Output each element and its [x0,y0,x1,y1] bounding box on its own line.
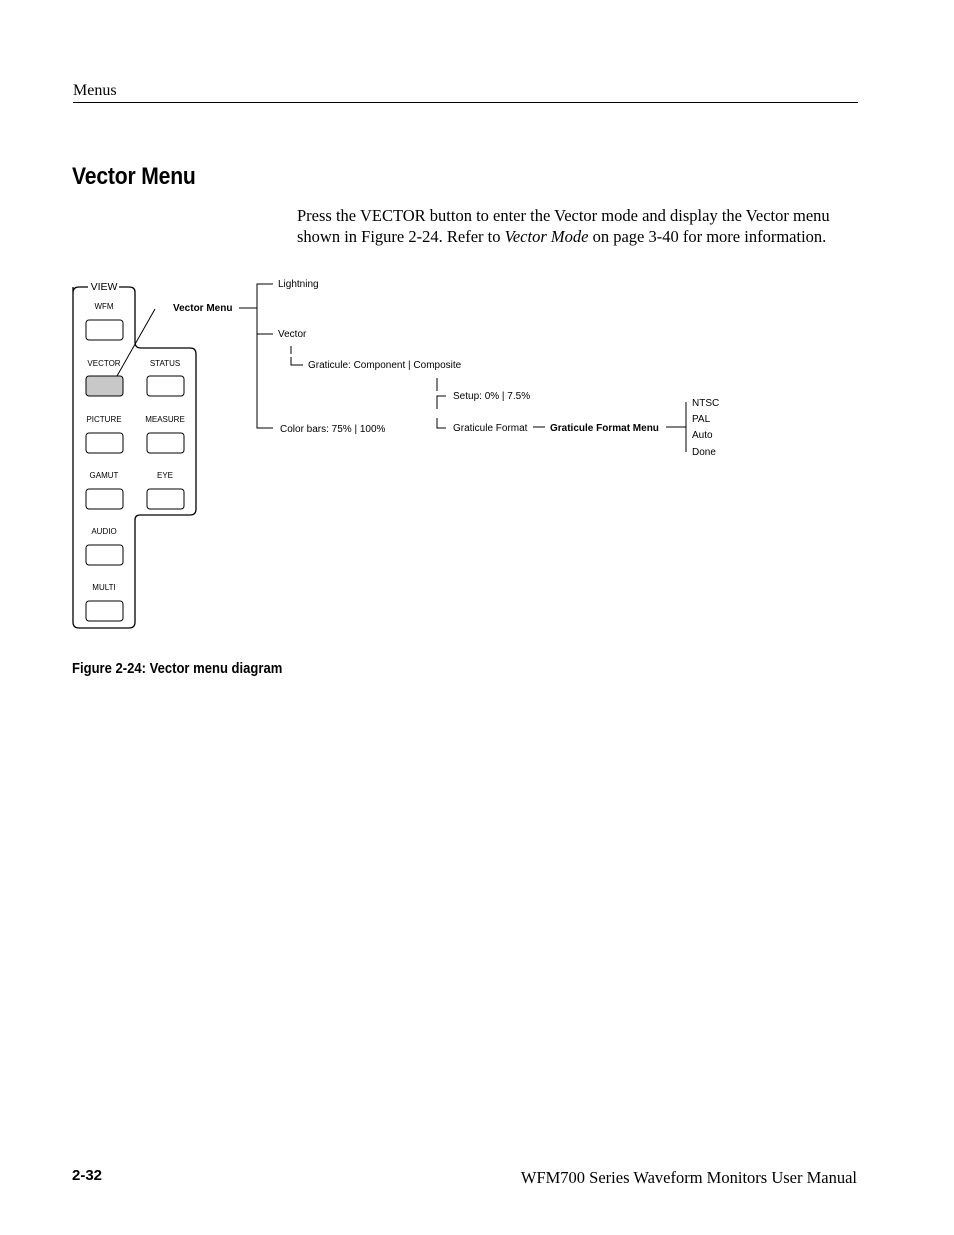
section-heading: Vector Menu [72,163,196,190]
graticule-format-branch [437,418,446,428]
button-label-vector: VECTOR [87,359,121,368]
vector-menu-title: Vector Menu [173,303,233,314]
multi-button[interactable] [86,601,123,621]
button-label-gamut: GAMUT [89,471,119,480]
intro-link-text: Vector Mode [504,227,589,246]
panel-title: VIEW [90,281,118,293]
menu-tree-bracket [257,284,273,428]
status-button[interactable] [147,376,184,396]
vector-button[interactable] [86,376,123,396]
eye-button[interactable] [147,489,184,509]
menu-item-graticule: Graticule: Component | Composite [308,360,462,371]
intro-text-2: on page 3-40 for more information. [588,227,827,246]
menu-item-lightning: Lightning [278,279,319,290]
running-header: Menus [73,82,117,99]
subtree-elbow [291,357,303,365]
button-label-status: STATUS [149,359,181,368]
button-label-eye: EYE [156,471,174,480]
button-label-multi: MULTI [92,583,116,592]
intro-text-1: Press the VECTOR button to enter the Vector mode and display the Vector menu shown in Figure 2-24. Refer to [297,206,830,246]
audio-button[interactable] [86,545,123,565]
button-label-picture: PICTURE [86,415,122,424]
gamut-button[interactable] [86,489,123,509]
graticule-format-menu-title: Graticule Format Menu [550,423,659,434]
format-option-auto: Auto [692,430,713,441]
menu-item-vector: Vector [278,329,307,340]
manual-title: WFM700 Series Waveform Monitors User Manual [520,1168,857,1187]
picture-button[interactable] [86,433,123,453]
page-number: 2-32 [72,1167,103,1184]
menu-item-graticule-format: Graticule Format [453,423,528,434]
menu-item-color-bars: Color bars: 75% | 100% [280,424,386,435]
wfm-button[interactable] [86,320,123,340]
measure-button[interactable] [147,433,184,453]
format-option-pal: PAL [692,414,711,425]
button-label-measure: MEASURE [145,415,185,424]
button-label-audio: AUDIO [91,527,117,536]
format-option-done: Done [692,447,716,458]
setup-branch [437,396,446,409]
menu-item-setup: Setup: 0% | 7.5% [453,391,531,402]
format-option-ntsc: NTSC [692,398,720,409]
button-label-wfm: WFM [94,302,114,311]
figure-caption: Figure 2-24: Vector menu diagram [72,661,283,677]
